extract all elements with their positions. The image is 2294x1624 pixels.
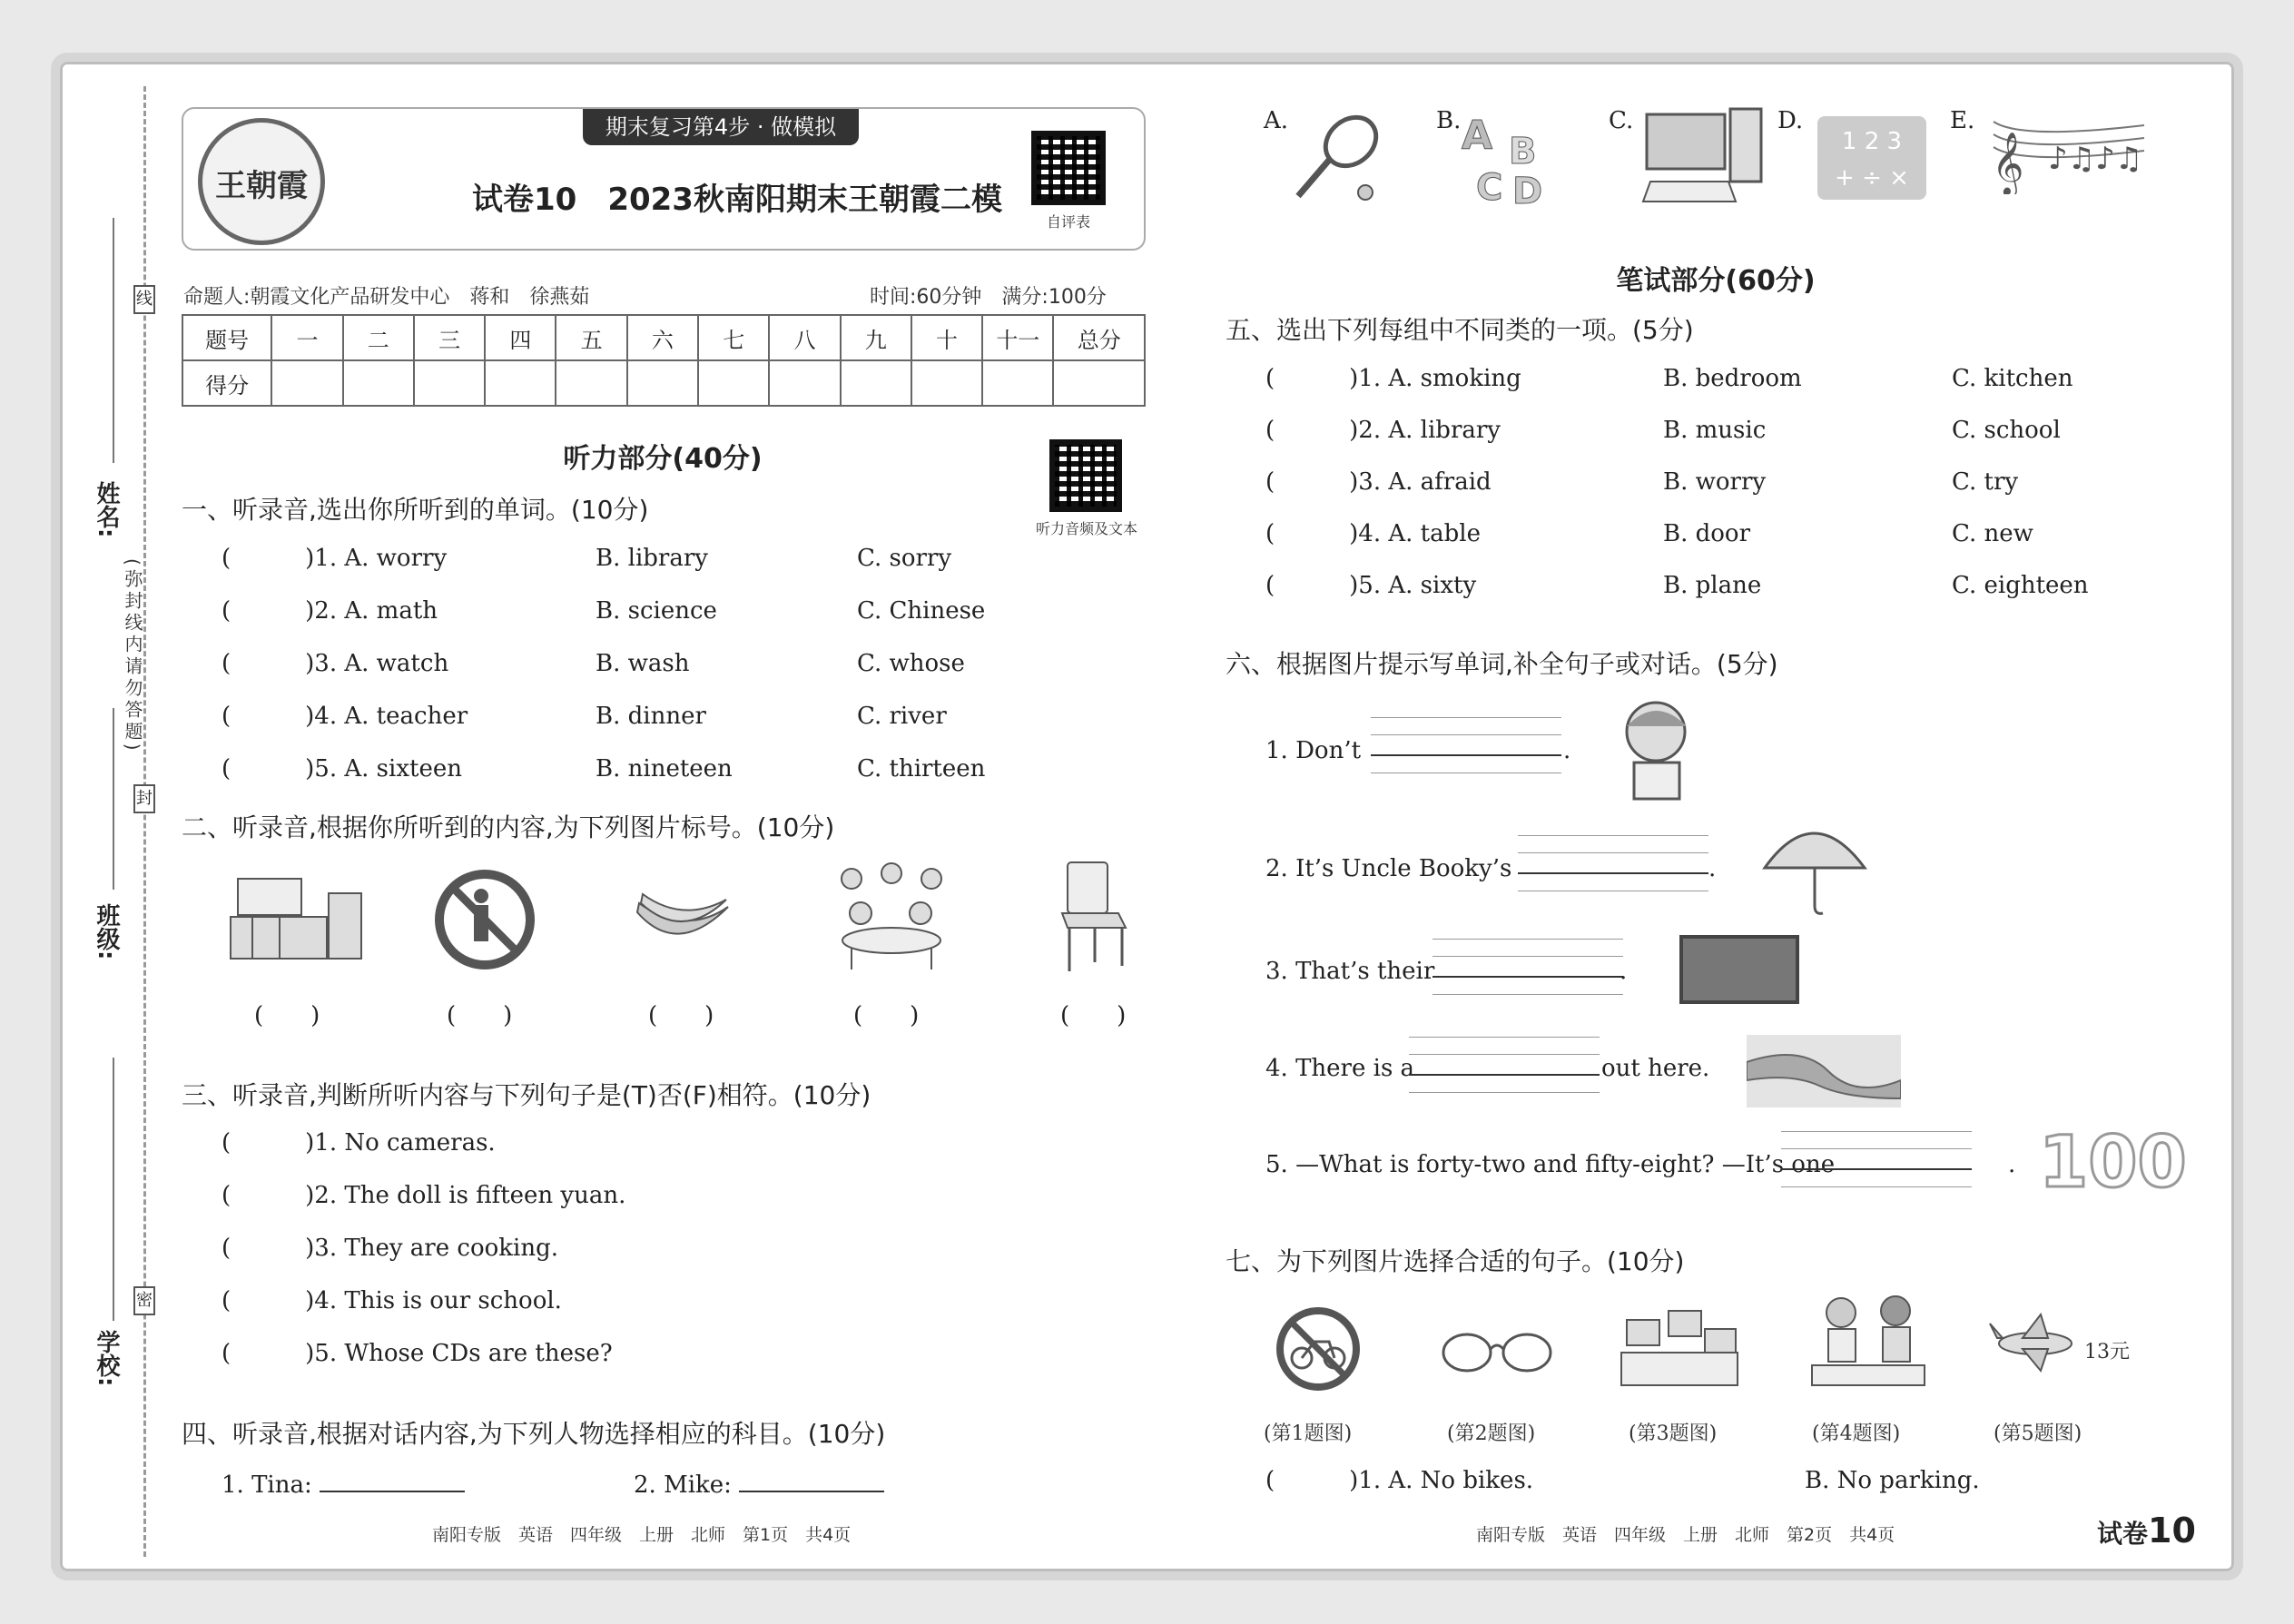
brand-logo-text: 王朝霞 (215, 168, 308, 204)
qr-code-icon[interactable] (1031, 131, 1106, 205)
tina-label: 1. Tina: (222, 1471, 312, 1499)
river-picture (1747, 1035, 1901, 1107)
school-label: 学校: (93, 1330, 120, 1387)
s6-q1-blank[interactable] (1371, 717, 1561, 773)
s7-q1-option-b[interactable]: B. No parking. (1805, 1467, 1980, 1494)
option-b[interactable]: B. door (1663, 520, 1751, 547)
option-c[interactable]: C. Chinese (857, 597, 986, 625)
option-b[interactable]: B. wash (596, 650, 690, 677)
answer-paren[interactable]: ( (222, 545, 231, 572)
svg-text:𝄞: 𝄞 (1992, 132, 2024, 194)
svg-text:A: A (1462, 113, 1493, 159)
score-table-header-cell: 八 (769, 315, 840, 360)
answer-paren[interactable]: ( (222, 1340, 231, 1367)
tf-question-row (222, 1340, 613, 1367)
time-score: 时间:60分钟 满分:100分 (870, 286, 1107, 309)
score-cell[interactable] (698, 360, 769, 406)
option-a[interactable]: )5. A. sixty (1349, 572, 1477, 599)
score-table-score-row (182, 360, 1145, 406)
question-row (1265, 520, 1481, 547)
score-table-header-cell: 七 (698, 315, 769, 360)
score-cell[interactable] (911, 360, 982, 406)
score-table-header-cell: 二 (343, 315, 414, 360)
name-label: 姓名: (93, 481, 120, 538)
option-c[interactable]: C. new (1952, 520, 2033, 547)
glasses-icon (1438, 1327, 1556, 1378)
tf-question-row (222, 1235, 558, 1262)
paper-label: 试卷 (2097, 1519, 2149, 1549)
answer-paren[interactable]: ( ) (447, 1002, 513, 1029)
section-4-title: 四、听录音,根据对话内容,为下列人物选择相应的科目。(10分) (182, 1419, 886, 1449)
option-b[interactable]: B. library (596, 545, 708, 572)
option-a[interactable]: )2. A. math (305, 597, 438, 625)
tf-statement: )4. This is our school. (305, 1287, 562, 1314)
option-e-label: E. (1950, 107, 1975, 134)
class-write-line[interactable] (113, 708, 114, 890)
option-b[interactable]: B. worry (1663, 468, 1767, 496)
qr-caption: 自评表 (1046, 213, 1090, 231)
option-c[interactable]: C. kitchen (1952, 365, 2073, 392)
answer-paren[interactable]: ( (1265, 572, 1275, 599)
score-table-header-cell: 三 (414, 315, 485, 360)
option-a[interactable]: )4. A. teacher (305, 703, 468, 730)
option-b[interactable]: B. nineteen (596, 755, 733, 782)
math-keypad-icon (1817, 116, 1926, 200)
exam-header (182, 107, 1146, 251)
answer-paren[interactable]: ( ) (254, 1002, 320, 1029)
option-c[interactable]: C. river (857, 703, 947, 730)
option-c[interactable]: C. thirteen (857, 755, 986, 782)
blackboard-picture (1679, 935, 1799, 1004)
keypad-operators: + ÷ × (1835, 164, 1909, 192)
question-row (222, 597, 438, 625)
s7-q1-paren[interactable]: ( (1265, 1467, 1275, 1494)
answer-paren[interactable]: ( (222, 755, 231, 782)
computer-room-picture (1618, 1293, 1741, 1393)
option-b[interactable]: B. music (1663, 417, 1767, 444)
answer-paren[interactable]: ( ) (853, 1002, 920, 1029)
option-c[interactable]: C. sorry (857, 545, 952, 572)
footer-left: 南阳专版 英语 四年级 上册 北师 第1页 共4页 (432, 1525, 852, 1545)
question-row (222, 755, 462, 782)
score-table-header-row (182, 315, 1145, 360)
exam-title: 试卷10 2023秋南阳期末王朝霞二模 (472, 182, 1002, 218)
tf-statement: )2. The doll is fifteen yuan. (305, 1182, 626, 1209)
class-label: 班级: (93, 903, 120, 960)
score-table-header-cell: 五 (556, 315, 626, 360)
music-notes-icon (1984, 113, 2153, 194)
mike-answer-blank[interactable] (739, 1469, 884, 1492)
question-row (1265, 572, 1476, 599)
listening-qr-caption: 听力音频及文本 (1035, 520, 1137, 537)
name-write-line[interactable] (113, 218, 114, 463)
score-table-header-cell: 总分 (1053, 315, 1145, 360)
section-3-title: 三、听录音,判断所听内容与下列句子是(T)否(F)相符。(10分) (182, 1080, 871, 1110)
paper-number (2097, 1511, 2196, 1550)
question-row (1265, 417, 1501, 444)
score-table-header-cell: 四 (485, 315, 556, 360)
authors: 命题人:朝霞文化产品研发中心 蒋和 徐燕茹 (183, 286, 590, 309)
footer-right: 南阳专版 英语 四年级 上册 北师 第2页 共4页 (1476, 1525, 1895, 1545)
option-c[interactable]: C. school (1952, 417, 2061, 444)
s6-q5-text: 5. —What is forty-two and fifty-eight? —It’s one (1265, 1151, 1836, 1178)
option-a[interactable]: )2. A. library (1349, 417, 1501, 444)
option-a-label: A. (1264, 107, 1289, 134)
abcd-letters-icon (1452, 109, 1561, 211)
answer-paren[interactable]: ( (1265, 417, 1275, 444)
score-cell[interactable] (627, 360, 698, 406)
section-6-title: 六、根据图片提示写单词,补全句子或对话。(5分) (1226, 649, 1778, 679)
option-b[interactable]: B. plane (1663, 572, 1762, 599)
umbrella-picture (1761, 817, 1868, 917)
section-7-title: 七、为下列图片选择合适的句子。(10分) (1226, 1246, 1685, 1276)
svg-text:B: B (1509, 131, 1537, 172)
s7-q1-option-a[interactable]: )1. A. No bikes. (1349, 1467, 1534, 1494)
section-5-title: 五、选出下列每组中不同类的一项。(5分) (1226, 315, 1694, 345)
answer-paren[interactable]: ( (222, 650, 231, 677)
tf-statement: )5. Whose CDs are these? (305, 1340, 613, 1367)
children-cooking-picture (1807, 1293, 1930, 1391)
caption-pic-5: (第5题图) (1994, 1422, 2082, 1445)
score-table-header-cell: 六 (627, 315, 698, 360)
option-a[interactable]: )1. A. worry (305, 545, 448, 572)
caption-pic-2: (第2题图) (1447, 1422, 1536, 1445)
score-cell[interactable] (485, 360, 556, 406)
score-cell[interactable] (841, 360, 911, 406)
score-table (182, 314, 1146, 407)
section-4-mike (634, 1469, 884, 1499)
score-cell[interactable] (769, 360, 840, 406)
score-table-header-cell: 十 (911, 315, 982, 360)
tennis-racket-icon (1287, 107, 1387, 207)
score-cell[interactable] (271, 360, 342, 406)
answer-paren[interactable]: ( (222, 703, 231, 730)
tf-question-row (222, 1182, 625, 1209)
listening-qr-icon[interactable] (1049, 439, 1122, 512)
option-b[interactable]: B. dinner (596, 703, 706, 730)
option-a[interactable]: )3. A. afraid (1349, 468, 1492, 496)
no-littering-icon (432, 867, 537, 972)
score-cell[interactable] (414, 360, 485, 406)
answer-paren[interactable]: ( (222, 1235, 231, 1262)
answer-paren[interactable]: ( ) (1060, 1002, 1127, 1029)
toy-plane-icon (1986, 1311, 2082, 1374)
s7-q1 (1265, 1467, 1533, 1494)
step-tab: 期末复习第4步 · 做模拟 (583, 109, 859, 145)
school-write-line[interactable] (113, 1058, 114, 1321)
writing-title: 笔试部分(60分) (1616, 265, 1816, 297)
answer-paren[interactable]: ( (1265, 365, 1275, 392)
hundred-picture: 100 (2039, 1122, 2187, 1204)
option-a[interactable]: )4. A. table (1349, 520, 1481, 547)
caption-pic-4: (第4题图) (1812, 1422, 1901, 1445)
s6-q5-blank[interactable] (1781, 1131, 1972, 1187)
score-table-header-cell: 九 (841, 315, 911, 360)
plane-price: 13元 (2084, 1341, 2130, 1363)
binding-mark-feng: 封 (133, 784, 155, 813)
question-row (222, 545, 447, 572)
score-cell[interactable] (982, 360, 1053, 406)
mike-label: 2. Mike: (634, 1471, 732, 1499)
s6-q4-text: 4. There is a (1265, 1055, 1415, 1082)
option-c[interactable]: C. eighteen (1952, 572, 2089, 599)
answer-paren[interactable]: ( ) (648, 1002, 714, 1029)
kitchen-picture (225, 871, 370, 962)
option-b[interactable]: B. bedroom (1663, 365, 1802, 392)
tf-statement: )1. No cameras. (305, 1129, 496, 1156)
binding-mark-xian: 线 (133, 285, 155, 314)
answer-paren[interactable]: ( (222, 1129, 231, 1156)
section-1-title: 一、听录音,选出你所听到的单词。(10分) (182, 495, 649, 525)
bananas-picture (632, 885, 733, 958)
no-bikes-icon (1275, 1305, 1362, 1393)
question-row (1265, 468, 1492, 496)
s6-q3-text: 3. That’s their (1265, 958, 1435, 985)
children-eating-picture (833, 861, 951, 973)
svg-text:D: D (1512, 171, 1543, 211)
option-c[interactable]: C. whose (857, 650, 965, 677)
svg-text:C: C (1476, 167, 1503, 209)
question-row (222, 703, 468, 730)
score-table-header-cell: 十一 (982, 315, 1053, 360)
svg-text:♪♫♪♫: ♪♫♪♫ (2048, 141, 2143, 177)
score-row-label: 得分 (182, 360, 271, 406)
brand-logo (198, 118, 325, 245)
option-c-label: C. (1609, 107, 1634, 134)
s6-q2-blank[interactable] (1518, 835, 1708, 891)
answer-paren[interactable]: ( (222, 1182, 231, 1209)
s6-q4-tail: out here. (1601, 1055, 1710, 1082)
option-c[interactable]: C. try (1952, 468, 2019, 496)
answer-paren[interactable]: ( (222, 597, 231, 625)
question-row (1265, 365, 1521, 392)
score-table-header-cell: 一 (271, 315, 342, 360)
s6-q1-text: 1. Don’t (1265, 737, 1362, 764)
tf-statement: )3. They are cooking. (305, 1235, 558, 1262)
score-table-header-cell: 题号 (182, 315, 271, 360)
answer-paren[interactable]: ( (1265, 520, 1275, 547)
s6-q4-blank[interactable] (1409, 1037, 1600, 1093)
option-a[interactable]: )3. A. watch (305, 650, 449, 677)
option-d-label: D. (1777, 107, 1804, 134)
option-b-label: B. (1436, 107, 1462, 134)
question-row (222, 650, 448, 677)
section-4-tina (222, 1469, 465, 1499)
answer-paren[interactable]: ( (222, 1287, 231, 1314)
option-b[interactable]: B. science (596, 597, 717, 625)
score-cell[interactable] (556, 360, 626, 406)
binding-mark-mi: 密 (133, 1286, 155, 1315)
section-2-title: 二、听录音,根据你所听到的内容,为下列图片标号。(10分) (182, 812, 835, 842)
option-a[interactable]: )1. A. smoking (1349, 365, 1521, 392)
tf-question-row (222, 1129, 496, 1156)
caption-pic-1: (第1题图) (1264, 1422, 1353, 1445)
score-cell[interactable] (343, 360, 414, 406)
s6-q2-text: 2. It’s Uncle Booky’s (1265, 855, 1512, 882)
option-a[interactable]: )5. A. sixteen (305, 755, 462, 782)
s6-q3-blank[interactable] (1433, 939, 1623, 995)
score-cell[interactable] (1053, 360, 1145, 406)
crying-boy-picture (1614, 695, 1701, 801)
caption-pic-3: (第3题图) (1629, 1422, 1718, 1445)
chair-picture (1053, 855, 1135, 975)
tina-answer-blank[interactable] (320, 1469, 465, 1492)
computer-icon (1641, 107, 1765, 207)
paper-num: 10 (2148, 1511, 2196, 1550)
tf-question-row (222, 1287, 562, 1314)
listening-title: 听力部分(40分) (563, 443, 763, 475)
answer-paren[interactable]: ( (1265, 468, 1275, 496)
binding-note: (弥封线内请勿答题) (122, 558, 143, 754)
keypad-numbers: 1 2 3 (1841, 128, 1903, 155)
